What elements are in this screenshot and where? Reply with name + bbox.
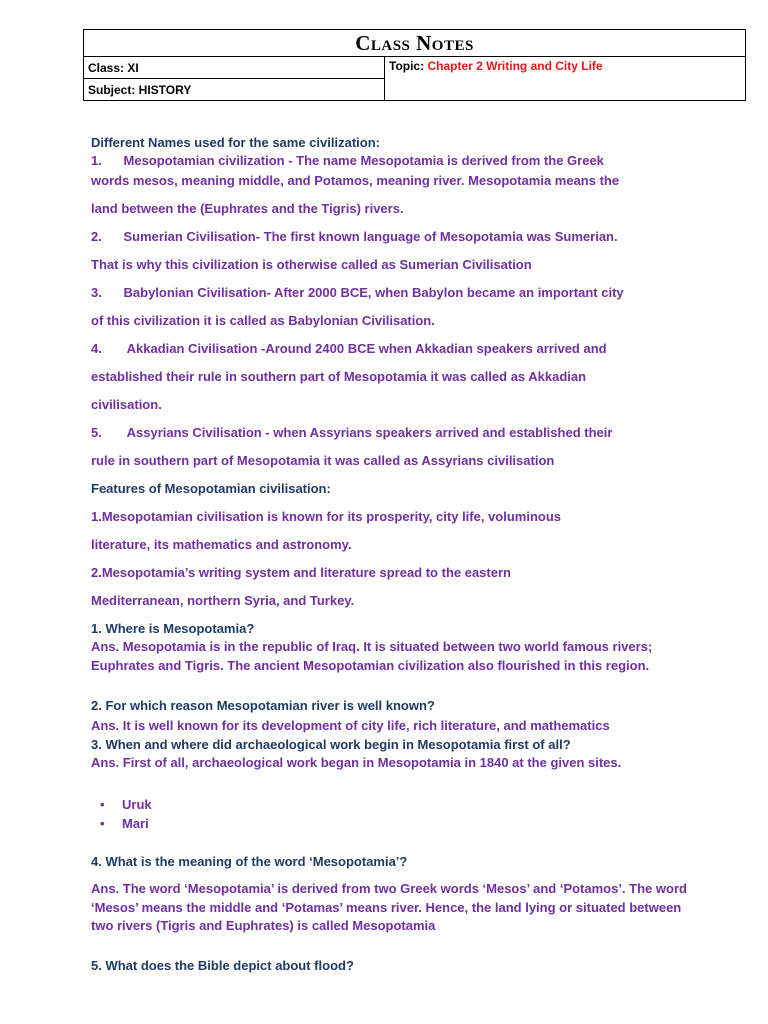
answer-line: Ans. First of all, archaeological work began in Mesopotamia in 1840 at the given sites.	[91, 755, 622, 770]
answer-line: ‘Mesos’ means the middle and ‘Potamas’ means river. Hence, the land lying or situated between	[91, 900, 682, 915]
text-line: rule in southern part of Mesopotamia it was called as Assyrians civilisation	[91, 453, 555, 468]
text-line: literature, its mathematics and astronomy.	[91, 537, 352, 552]
answer-line: Ans. It is well known for its development of city life, rich literature, and mathematics	[91, 718, 610, 733]
answer-line: Euphrates and Tigris. The ancient Mesopotamian civilization also flourished in this region.	[91, 658, 650, 673]
list-item: Uruk	[122, 797, 152, 812]
class-cell: Class: XI	[84, 57, 385, 79]
bullet-icon: •	[100, 816, 105, 831]
subject-cell: Subject: HISTORY	[84, 79, 385, 101]
text-line: 5. Assyrians Civilisation - when Assyrians speakers arrived and established their	[91, 425, 613, 440]
text-line: land between the (Euphrates and the Tigris) rivers.	[91, 201, 404, 216]
answer-line: Ans. Mesopotamia is in the republic of Iraq. It is situated between two world famous rivers;	[91, 639, 653, 654]
list-item: Mari	[122, 816, 149, 831]
text-line: words mesos, meaning middle, and Potamos, meaning river. Mesopotamia means the	[91, 173, 620, 188]
question: 5. What does the Bible depict about flood?	[91, 958, 354, 973]
topic-label: Topic:	[389, 59, 425, 73]
text-line: 1. Mesopotamian civilization - The name Mesopotamia is derived from the Greek	[91, 153, 604, 168]
question: 3. When and where did archaeological work begin in Mesopotamia first of all?	[91, 737, 571, 752]
text-line: That is why this civilization is otherwise called as Sumerian Civilisation	[91, 257, 532, 272]
section-heading: Features of Mesopotamian civilisation:	[91, 481, 331, 496]
page-title: Class Notes	[84, 30, 746, 57]
text-line: 1.Mesopotamian civilisation is known for its prosperity, city life, voluminous	[91, 509, 562, 524]
text-line: established their rule in southern part of Mesopotamia it was called as Akkadian	[91, 369, 587, 384]
text-line: civilisation.	[91, 397, 162, 412]
text-line: Mediterranean, northern Syria, and Turkey.	[91, 593, 355, 608]
question: 4. What is the meaning of the word ‘Mesopotamia’?	[91, 854, 408, 869]
question: 1. Where is Mesopotamia?	[91, 621, 255, 636]
section-heading: Different Names used for the same civilization:	[91, 135, 380, 150]
text-line: 3. Babylonian Civilisation- After 2000 BCE, when Babylon became an important city	[91, 285, 624, 300]
answer-line: two rivers (Tigris and Euphrates) is called Mesopotamia	[91, 918, 436, 933]
text-line: 4. Akkadian Civilisation -Around 2400 BCE when Akkadian speakers arrived and	[91, 341, 607, 356]
topic-cell	[385, 57, 746, 101]
question: 2. For which reason Mesopotamian river is well known?	[91, 698, 435, 713]
header-table	[83, 29, 746, 101]
text-line: of this civilization it is called as Babylonian Civilisation.	[91, 313, 435, 328]
text-line: 2.Mesopotamia’s writing system and literature spread to the eastern	[91, 565, 511, 580]
topic-value: Chapter 2 Writing and City Life	[427, 59, 603, 73]
bullet-icon: •	[100, 797, 105, 812]
text-line: 2. Sumerian Civilisation- The first known language of Mesopotamia was Sumerian.	[91, 229, 618, 244]
answer-line: Ans. The word ‘Mesopotamia’ is derived from two Greek words ‘Mesos’ and ‘Potamos’. The word	[91, 881, 687, 896]
